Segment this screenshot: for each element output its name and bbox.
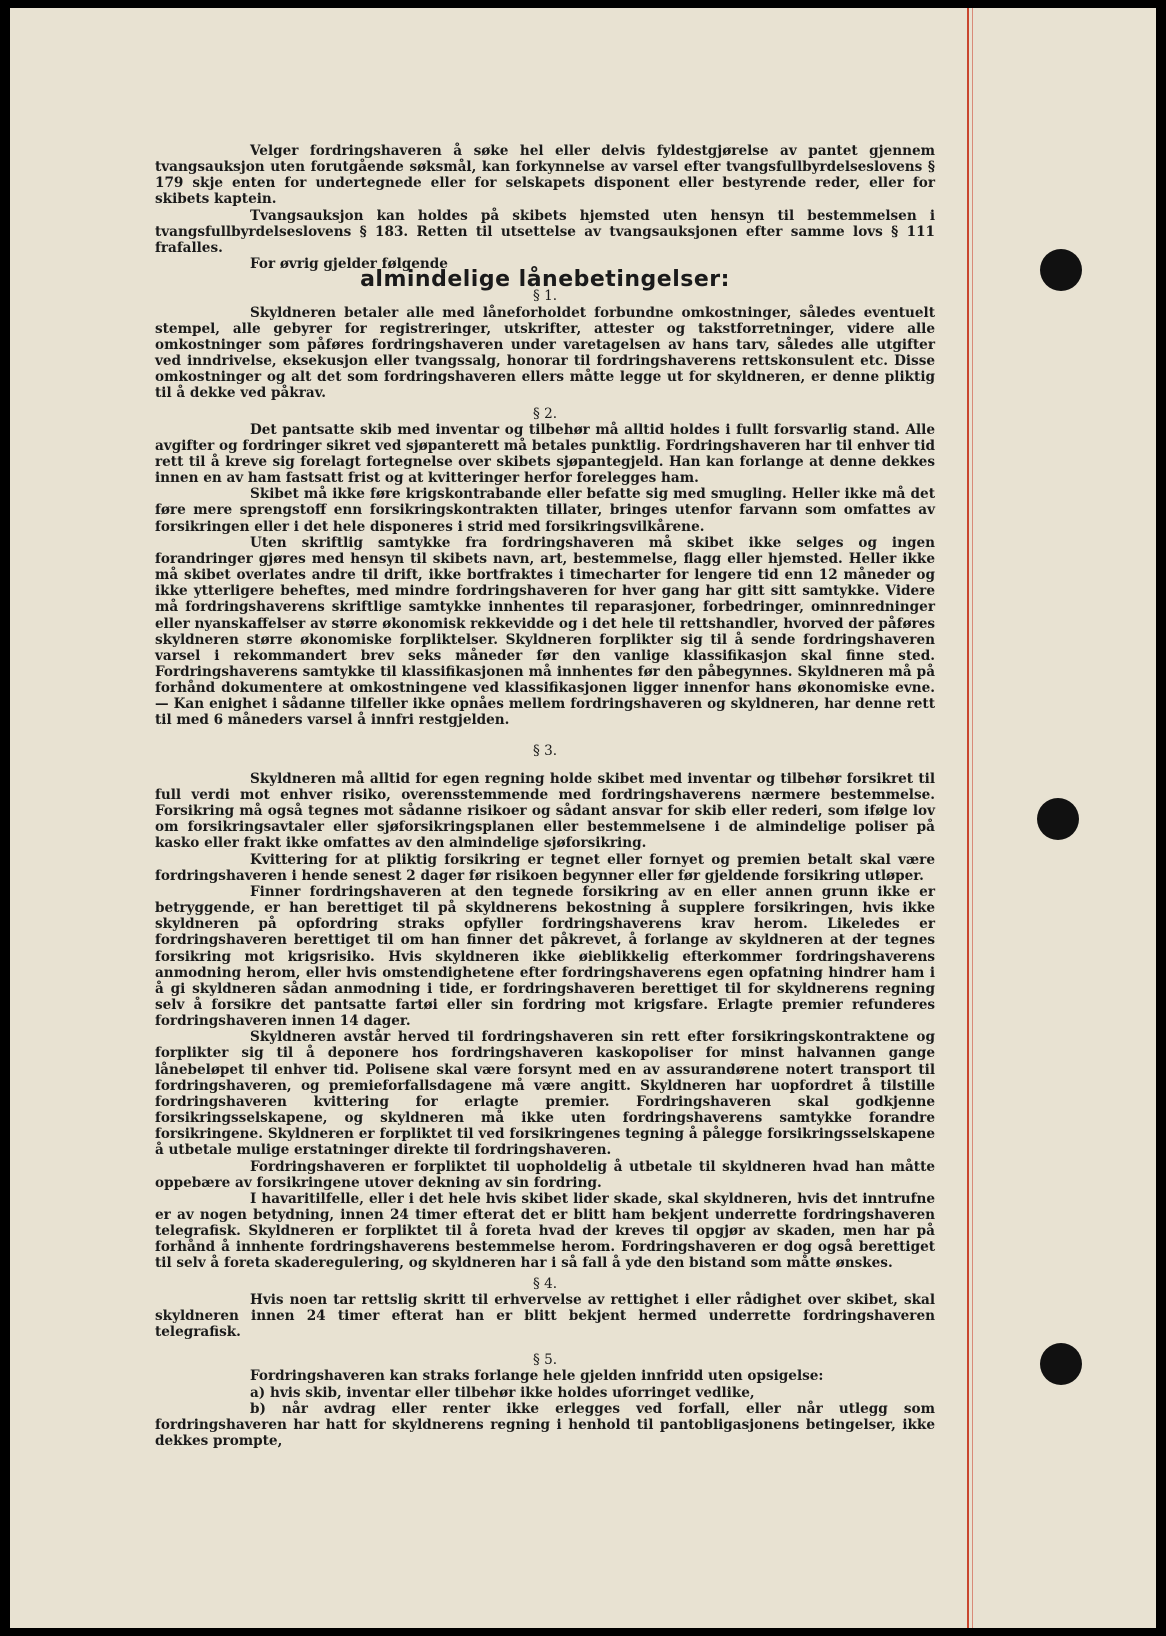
intro-paragraph: Tvangsauksjon kan holdes på skibets hjemsted uten hensyn til bestemmelsen i tvangsfullbyrdelseslovens § 183. Retten til utsettelse av tvangsauksjonen efter samme lovs § 111 frafalles. bbox=[155, 207, 935, 256]
section-2-paragraph: Uten skriftlig samtykke fra fordringshaveren må skibet ikke selges og ingen forandringer gjøres med hensyn til skibets navn, art, bestemmelse, flagg eller hjemsted. Heller ikke må skibet overlates andre til drift, ikke bortfraktes i timecharter for lengere tid enn 12 måneder og ikke ytterligere beheftes, med mindre fordringshaveren for hver gang har gitt sitt samtykke. Videre må fordringshaverens skriftlige samtykke innhentes til reparasjoner, forbedringer, ominnredninger eller nyanskaffelser av større økonomisk rekkevidde og i det hele til rettshandler, hvorved der påføres skyldneren større økonomiske forpliktelser. Skyldneren forplikter sig til å sende fordringshaveren varsel i rekommandert brev seks måneder før den vanlige klassifikasjon skal finne sted. Fordringshaverens samtykke til klassifikasjonen må innhentes før den påbegynnes. Skyldneren må på forhånd dokumentere at omkostningene ved klassifikasjonen ligger innenfor hans økonomiske evne. — Kan enighet i sådanne tilfeller ikke opnåes mellem fordringshaveren og skyldneren, har denne rett til med 6 måneders varsel å innfri restgjelden. bbox=[155, 534, 935, 729]
section-3-paragraph: I havaritilfelle, eller i det hele hvis skibet lider skade, skal skyldneren, hvis det inntrufne er av nogen betydning, innen 24 timer efterat det er blitt ham bekjent underrette fordringshaveren telegrafisk. Skyldneren er forpliktet til å foreta hvad der kreves til opgjør av skaden, men har på forhånd å innhente fordringshaverens bestemmelse herom. Fordringshaveren er dog også berettiget til selv å foreta skaderegulering, og skyldneren har i så fall å yde den bistand som måtte ønskes. bbox=[155, 1190, 935, 1272]
punch-hole-top bbox=[1040, 249, 1082, 291]
section-3-paragraph: Skyldneren avstår herved til fordringshaveren sin rett efter forsikringskontraktene og forplikter sig til å deponere hos fordringshaveren kaskopoliser for minst halvannen gange lånebeløpet til enhver tid. Polisene skal være forsynt med en av assurandørene notert transport til fordringshaveren, og premieforfallsdagene må være angitt. Skyldneren har uopfordret å tilstille fordringshaveren kvittering for erlagte premier. Fordringshaveren skal godkjenne forsikringsselskapene, og skyldneren må ikke uten fordringshaverens samtykke forandre forsikringene. Skyldneren er forpliktet til ved forsikringenes tegning å pålegge forsikringsselskapene å utbetale mulige erstatninger direkte til fordringshaveren. bbox=[155, 1029, 935, 1159]
section-1-paragraph: Skyldneren betaler alle med låneforholdet forbundne omkostninger, således eventuelt stempel, alle gebyrer for registreringer, utskrifter, attester og takstforretninger, videre alle omkostninger som påføres fordringshaveren under varetagelsen av hans tarv, således alle utgifter ved inndrivelse, eksekusjon eller tvangssalg, honorar til fordringshaverens rettskonsulent etc. Disse omkostninger og alt det som fordringshaveren ellers måtte legge ut for skyldneren, er denne pliktig til å dekke ved påkrav. bbox=[155, 304, 935, 402]
punch-hole-middle bbox=[1037, 798, 1079, 840]
section-5-intro: Fordringshaveren kan straks forlange hele gjelden innfridd uten opsigelse: bbox=[250, 1368, 824, 1385]
section-3-paragraph: Finner fordringshaveren at den tegnede forsikring av en eller annen grunn ikke er betryggende, er han berettiget til på skyldnerens bekostning å supplere forsikringen, hvis ikke skyldneren på opfordring straks opfyller fordringshaverens krav herom. Likeledes er fordringshaveren berettiget til om han finner det påkrevet, å forlange av skyldneren at der tegnes forsikring mot krigsrisiko. Hvis skyldneren ikke øieblikkelig efterkommer fordringshaverens anmodning herom, eller hvis omstendighetene efter fordringshaverens egen opfatning hindrer ham i å gi skyldneren sådan anmodning i tide, er fordringshaveren berettiget til for skyldnerens regning selv å forsikre det pantsatte fartøi eller sin fordring mot krigsfare. Erlagte premier refunderes fordringshaveren innen 14 dager. bbox=[155, 883, 935, 1030]
document-body bbox=[155, 143, 935, 1449]
section-3-paragraph: Fordringshaveren er forpliktet til uopholdelig å utbetale til skyldneren hvad han måtte oppebære av forsikringene utover dekning av sin fordring. bbox=[155, 1158, 935, 1191]
section-heading: almindelige lånebetingelser: bbox=[360, 267, 730, 293]
section-5-item: a) hvis skib, inventar eller tilbehør ikke holdes uforringet vedlike, bbox=[250, 1384, 755, 1401]
document-page bbox=[10, 8, 1156, 1628]
margin-line bbox=[967, 8, 969, 1628]
intro-paragraph: For øvrig gjelder følgende bbox=[250, 256, 448, 273]
section-3-label: § 3. bbox=[532, 742, 558, 759]
section-4-paragraph: Hvis noen tar rettslig skritt til erhvervelse av rettighet i eller rådighet over skibet, skal skyldneren innen 24 timer efterat han er blitt bekjent hermed underrette fordringshaveren telegrafisk. bbox=[155, 1291, 935, 1341]
punch-hole-bottom bbox=[1040, 1343, 1082, 1385]
section-2-paragraph: Skibet må ikke føre krigskontrabande eller befatte sig med smugling. Heller ikke må det føre mere sprengstoff enn forsikringskontrakten tillater, bringes utenfor farvann som omfattes av forsikringen eller i det hele disponeres i strid med forsikringsvilkårene. bbox=[155, 486, 935, 535]
section-2-label: § 2. bbox=[532, 405, 558, 422]
section-5-item: b) når avdrag eller renter ikke erlegges ved forfall, eller når utlegg som fordringshaveren har hatt for skyldnerens regning i henhold til pantobligasjonens betingelser, ikke dekkes prompte, bbox=[155, 1400, 935, 1450]
section-2-paragraph: Det pantsatte skib med inventar og tilbehør må alltid holdes i fullt forsvarlig stand. Alle avgifter og fordringer sikret ved sjøpanterett må betales punktlig. Fordringshaveren har til enhver tid rett til å kreve sig forelagt fortegnelse over skibets sjøpantegjeld. Han kan forlange at denne dekkes innen en av ham fastsatt frist og at kvitteringer herfor forelegges ham. bbox=[155, 421, 935, 487]
section-3-paragraph: Kvittering for at pliktig forsikring er tegnet eller fornyet og premien betalt skal være fordringshaveren i hende senest 2 dager før risikoen begynner eller før gjeldende forsikring utløper. bbox=[155, 851, 935, 884]
section-4-label: § 4. bbox=[532, 1275, 558, 1292]
section-5-label: § 5. bbox=[532, 1352, 558, 1369]
section-3-paragraph: Skyldneren må alltid for egen regning holde skibet med inventar og tilbehør forsikret til full verdi mot enhver risiko, overensstemmende med fordringshaverens nærmere bestemmelse. Forsikring må også tegnes mot sådanne risikoer og sådant ansvar for skib eller rederi, som ifølge lov om forsikringsavtaler eller sjøforsikringsplanen eller bestemmelsene i de almindelige poliser på kasko eller frakt ikke omfattes av den almindelige sjøforsikring. bbox=[155, 770, 935, 852]
intro-paragraph: Velger fordringshaveren å søke hel eller delvis fyldestgjørelse av pantet gjennem tvangsauksjon uten forutgående søksmål, kan forkynnelse av varsel efter tvangsfullbyrdelseslovens § 179 skje enten for undertegnede eller for selskapets disponent eller bestyrende reder, eller for skibets kaptein. bbox=[155, 143, 935, 208]
margin-line-shadow bbox=[972, 8, 973, 1628]
section-1-label: § 1. bbox=[532, 288, 558, 305]
